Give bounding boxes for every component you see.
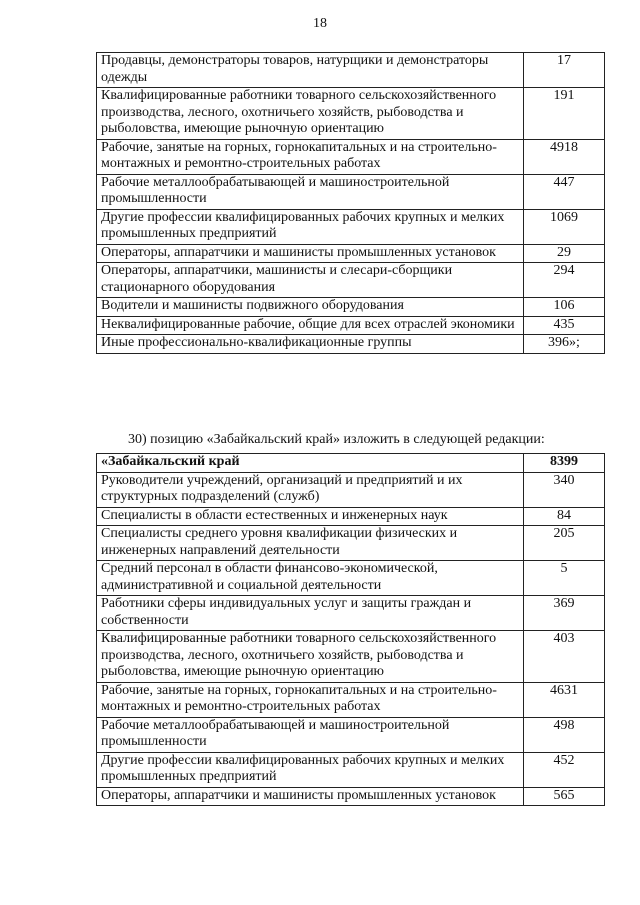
amendment-instruction: 30) позицию «Забайкальский край» изложить в следующей редакции: — [128, 432, 545, 447]
table-row — [97, 298, 605, 317]
table-row — [97, 787, 605, 806]
table-row — [97, 631, 605, 683]
row-value: 106 — [524, 298, 605, 317]
table-row — [97, 244, 605, 263]
row-value: 396»; — [524, 335, 605, 354]
table-row — [97, 209, 605, 244]
row-label: Иные профессионально-квалификационные группы — [97, 335, 524, 354]
row-value: 191 — [524, 88, 605, 140]
row-label: Специалисты среднего уровня квалификации физических и инженерных направлений деятельности — [97, 526, 524, 561]
row-value: 435 — [524, 316, 605, 335]
row-value: 565 — [524, 787, 605, 806]
row-value: 1069 — [524, 209, 605, 244]
row-value: 498 — [524, 717, 605, 752]
row-value: 84 — [524, 507, 605, 526]
row-label: Неквалифицированные рабочие, общие для всех отраслей экономики — [97, 316, 524, 335]
row-value: 403 — [524, 631, 605, 683]
table-row — [97, 561, 605, 596]
row-label: Другие профессии квалифицированных рабочих крупных и мелких промышленных предприятий — [97, 209, 524, 244]
table-row — [97, 139, 605, 174]
row-label: Операторы, аппаратчики и машинисты промышленных установок — [97, 787, 524, 806]
zabaikalsky-krai-table — [96, 453, 605, 806]
table-row — [97, 263, 605, 298]
row-label: Специалисты в области естественных и инженерных наук — [97, 507, 524, 526]
table-row — [97, 174, 605, 209]
row-value: 4631 — [524, 682, 605, 717]
row-label: Рабочие, занятые на горных, горнокапитальных и на строительно-монтажных и ремонтно-строительных работах — [97, 682, 524, 717]
table-row — [97, 88, 605, 140]
table-row — [97, 507, 605, 526]
row-value: 29 — [524, 244, 605, 263]
row-label: Квалифицированные работники товарного сельскохозяйственного производства, лесного, охотничьего хозяйств, рыбоводства и рыболовства, имеющие рыночную ориентацию — [97, 88, 524, 140]
table-row — [97, 316, 605, 335]
table-row — [97, 53, 605, 88]
occupations-table-continued — [96, 52, 605, 354]
row-label: Операторы, аппаратчики, машинисты и слесари-сборщики стационарного оборудования — [97, 263, 524, 298]
row-label: Другие профессии квалифицированных рабочих крупных и мелких промышленных предприятий — [97, 752, 524, 787]
row-label: Квалифицированные работники товарного сельскохозяйственного производства, лесного, охотничьего хозяйств, рыбоводства и рыболовства, имеющие рыночную ориентацию — [97, 631, 524, 683]
page-number: 18 — [313, 16, 327, 31]
table-row — [97, 752, 605, 787]
row-label: Руководители учреждений, организаций и предприятий и их структурных подразделений (служб) — [97, 472, 524, 507]
row-label: Работники сферы индивидуальных услуг и защиты граждан и собственности — [97, 596, 524, 631]
row-value: 205 — [524, 526, 605, 561]
row-label: Рабочие металлообрабатывающей и машиностроительной промышленности — [97, 174, 524, 209]
row-label: Рабочие металлообрабатывающей и машиностроительной промышленности — [97, 717, 524, 752]
table-row — [97, 717, 605, 752]
row-value: 340 — [524, 472, 605, 507]
table-row — [97, 472, 605, 507]
table-row — [97, 682, 605, 717]
row-value: 369 — [524, 596, 605, 631]
region-total: 8399 — [524, 454, 605, 473]
row-value: 452 — [524, 752, 605, 787]
row-label: Рабочие, занятые на горных, горнокапитальных и на строительно-монтажных и ремонтно-строительных работах — [97, 139, 524, 174]
row-label: Средний персонал в области финансово-экономической, административной и социальной деятельности — [97, 561, 524, 596]
row-value: 294 — [524, 263, 605, 298]
table-row — [97, 596, 605, 631]
row-label: Операторы, аппаратчики и машинисты промышленных установок — [97, 244, 524, 263]
row-label: Продавцы, демонстраторы товаров, натурщики и демонстраторы одежды — [97, 53, 524, 88]
row-value: 4918 — [524, 139, 605, 174]
table-row — [97, 335, 605, 354]
row-value: 5 — [524, 561, 605, 596]
row-label: Водители и машинисты подвижного оборудования — [97, 298, 524, 317]
row-value: 17 — [524, 53, 605, 88]
region-name: «Забайкальский край — [97, 454, 524, 473]
row-value: 447 — [524, 174, 605, 209]
table-row — [97, 526, 605, 561]
table-header-row — [97, 454, 605, 473]
